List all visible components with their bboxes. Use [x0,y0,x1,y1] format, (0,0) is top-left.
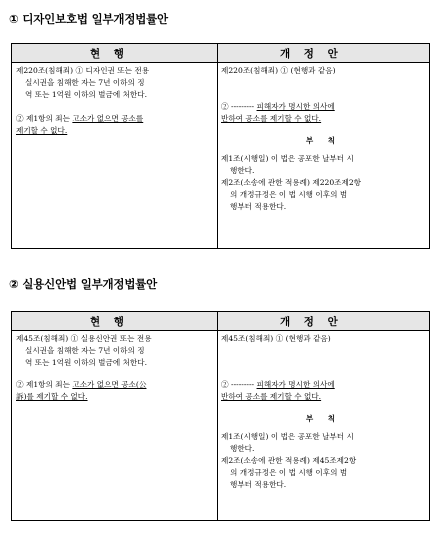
current-text-cell [16,65,214,137]
supp-article-2-cont: 의 개정규정은 이 법 시행 이후의 범 [230,190,348,199]
current-para-2 [16,379,214,391]
supp-article-1-cont: 행한다. [230,444,255,453]
current-article-line: 제220조(침해죄) ① 디자인권 또는 전용 [16,66,150,75]
para-mark: ② --------- [221,102,255,111]
current-para-2 [16,113,214,125]
supp-article-2-end: 행부터 적용한다. [230,480,287,489]
supp-article-1: 제1조(시행일) 이 법은 공포한 날부터 시 [221,154,354,163]
underlined-new-text-cont: 반하여 공소를 제기할 수 없다. [221,392,322,401]
underlined-deleted-text: 고소가 없으면 공소(公 [72,380,147,389]
supp-article-2: 제2조(소송에 관한 적용례) 제220조제2항 [221,178,362,187]
underlined-deleted-text: 고소가 없으면 공소를 [72,114,144,123]
current-line-2: 실시권을 침해한 자는 7년 이하의 징 [25,346,145,355]
para-mark: ② [16,380,24,389]
proposed-article-line: 제220조(침해죄) ① (현행과 같음) [221,66,336,75]
proposed-text-cell [221,65,426,213]
proposed-article-line: 제45조(침해죄) ① (현행과 같음) [221,334,331,343]
para-text: 제1항의 죄는 [26,380,70,389]
current-line-2: 실시권을 침해한 자는 7년 이하의 징 [25,78,145,87]
current-text-cell [16,333,214,403]
supplementary-heading: 부 칙 [305,136,342,145]
header-current: 현 행 [90,48,129,60]
supp-article-2-cont: 의 개정규정은 이 법 시행 이후의 범 [230,468,348,477]
supp-article-2-end: 행부터 적용한다. [230,202,287,211]
comparison-table-1 [11,43,430,249]
para-mark: ② --------- [221,380,255,389]
header-proposed: 개 정 안 [280,316,343,328]
current-article-line: 제45조(침해죄) ① 실용신안권 또는 전용 [16,334,152,343]
para-text: 제1항의 죄는 [26,114,70,123]
supplementary-heading: 부 칙 [305,414,342,423]
para-mark: ② [16,114,24,123]
supp-article-1-cont: 행한다. [230,166,255,175]
proposed-text-cell [221,333,426,491]
comparison-table-2 [11,311,430,521]
header-proposed: 개 정 안 [280,48,343,60]
underlined-new-text: 피해자가 명시한 의사에 [256,380,335,389]
supp-article-1: 제1조(시행일) 이 법은 공포한 날부터 시 [221,432,354,441]
current-line-3: 역 또는 1억원 이하의 벌금에 처한다. [25,90,148,99]
column-divider [217,312,218,520]
table-header-row [12,312,429,331]
column-divider [217,44,218,248]
header-current: 현 행 [90,316,129,328]
underlined-new-text-cont: 반하여 공소를 제기할 수 없다. [221,114,322,123]
supp-article-2: 제2조(소송에 관한 적용례) 제45조제2항 [221,456,357,465]
proposed-para-2 [221,101,426,113]
section-1-title: ① 디자인보호법 일부개정법률안 [9,12,168,26]
current-line-3: 역 또는 1억원 이하의 벌금에 처한다. [25,358,148,367]
section-2-title: ② 실용신안법 일부개정법률안 [9,277,158,291]
underlined-deleted-text-cont: 제기할 수 없다. [16,126,68,135]
underlined-new-text: 피해자가 명시한 의사에 [256,102,335,111]
table-header-row [12,44,429,63]
proposed-para-2 [221,379,426,391]
underlined-deleted-text-cont: 訴)를 제기할 수 없다. [16,392,88,401]
